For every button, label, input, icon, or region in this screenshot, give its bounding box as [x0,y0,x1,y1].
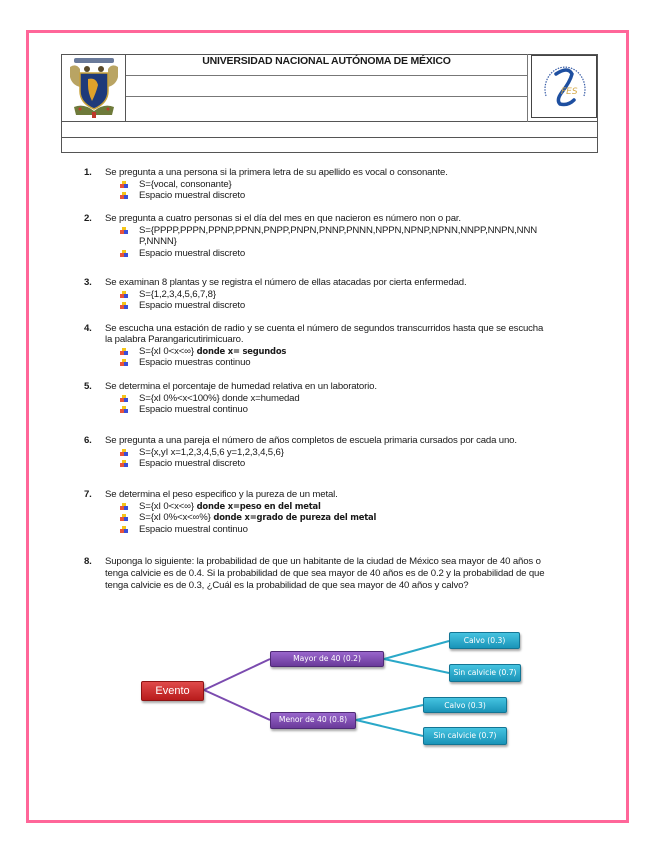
bullet-icon [120,503,128,510]
question-text: Se pregunta a una persona si la primera letra de su apellido es vocal o consonante. [105,167,448,178]
question-text: Suponga lo siguiente: la probabilidad de que un habitante de la ciudad de México sea mayor de 40 años o tenga calvicie es de 0.4. Si la probabilidad de que sea mayor de 40 años es de 0.2 y la probabilidad de que tenga calvicie es de 0.3, ¿Cuál es la probabilidad de que sea mayor de 40 años y calvo? [105,556,545,592]
question-text: Se escucha una estación de radio y se cuenta el número de segundos transcurridos hasta que se escucha la palabra Parangaricutirimicuaro. [105,323,544,346]
bullet-icon [120,192,128,199]
bullet-icon [120,406,128,413]
bullet-item: S={xI 0%<x<100%} donde x=humedad [120,393,300,404]
page-border [26,30,629,823]
svg-text:FES: FES [561,87,578,97]
bullet-item: S={xI 0%<x<∞%} donde x=grado de pureza del metal [120,512,376,523]
bullet-continuation: P,NNNN} [139,236,177,248]
bullet-item: Espacio muestral discreto [120,458,284,469]
bullet-icon [120,250,128,257]
bullet-item: S={x,yI x=1,2,3,4,5,6 y=1,2,3,4,5,6} [120,447,284,458]
bullet-item: Espacio muestral discreto [120,190,245,201]
question-number: 5. [84,381,92,392]
bullet-icon [120,395,128,402]
bullet-item: Espacio muestras continuo [120,357,286,368]
question-text: Se determina el porcentaje de humedad relativa en un laboratorio. [105,381,377,392]
institution-title: UNIVERSIDAD NACIONAL AUTÓNOMA DE MÉXICO [202,55,451,67]
tree-leaf-menor-sin-calvicie: Sin calvicie (0.7) [423,727,507,745]
question-text: Se determina el peso especifico y la pureza de un metal. [105,489,338,500]
bullet-icon [120,359,128,366]
bullet-icon [120,514,128,521]
question-number: 6. [84,435,92,446]
question-number: 1. [84,167,92,178]
bullet-icon [120,302,128,309]
bullet-icon [120,181,128,188]
bullet-item: Espacio muestral discreto [120,248,537,259]
question-text: Se pregunta a una pareja el número de años completos de escuela primaria cursados por cada uno. [105,435,517,446]
tree-root-node: Evento [141,681,204,701]
bullet-item: Espacio muestral continuo [120,404,300,415]
bullet-icon [120,291,128,298]
question-number: 8. [84,556,92,567]
fes-zaragoza-logo [532,56,598,119]
question-text: Se pregunta a cuatro personas si el día del mes en que nacieron es número non o par. [105,213,461,224]
question-text: Se examinan 8 plantas y se registra el número de ellas atacadas por cierta enfermedad. [105,277,467,288]
unam-crest-logo [66,57,122,119]
question-number: 7. [84,489,92,500]
bullet-icon [120,526,128,533]
bullet-icon [120,348,128,355]
bullet-item: S={vocal, consonante} [120,179,245,190]
bullet-icon [120,460,128,467]
tree-leaf-mayor-sin-calvicie: Sin calvicie (0.7) [449,664,521,682]
bullet-item: S={PPPP,PPPN,PPNP,PPNN,PNPP,PNPN,PNNP,PNNN,NPPN,NPNP,NPNN,NNPP,NNPN,NNN [120,225,537,236]
question-number: 4. [84,323,92,334]
question-number: 2. [84,213,92,224]
bullet-item: Espacio muestral continuo [120,524,376,535]
bullet-item: Espacio muestral discreto [120,300,245,311]
bullet-item: S={xI 0<x<∞} donde x=peso en del metal [120,501,376,512]
bullet-item: S={1,2,3,4,5,6,7,8} [120,289,245,300]
bullet-icon [120,449,128,456]
tree-branch-menor-40: Menor de 40 (0.8) [270,712,356,729]
tree-branch-mayor-40: Mayor de 40 (0.2) [270,651,384,667]
bullet-icon [120,227,128,234]
tree-leaf-menor-calvo: Calvo (0.3) [423,697,507,713]
question-number: 3. [84,277,92,288]
tree-leaf-mayor-calvo: Calvo (0.3) [449,632,520,649]
bullet-item: S={xI 0<x<∞} donde x= segundos [120,346,286,357]
